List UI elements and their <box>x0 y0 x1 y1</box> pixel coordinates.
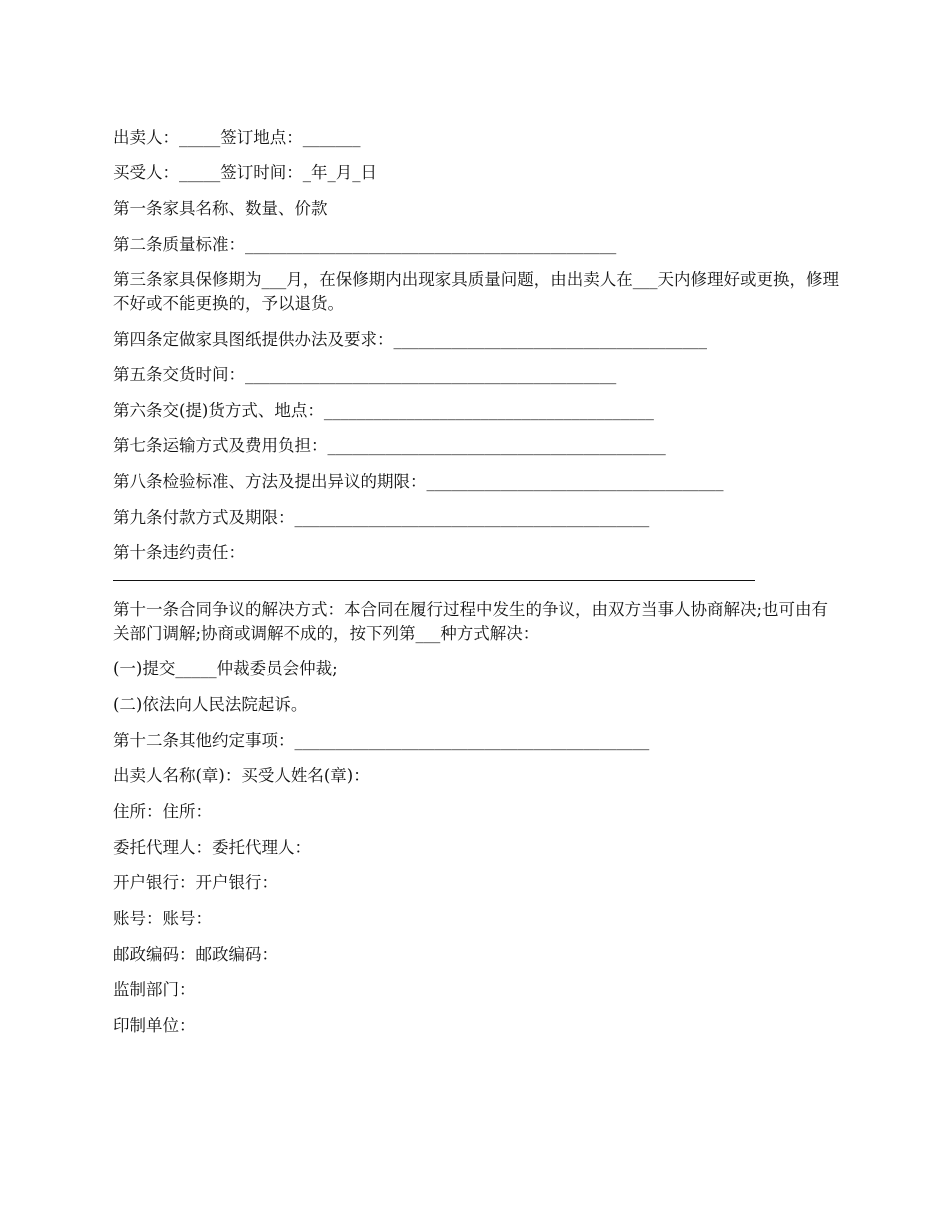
article-11-option-2: (二)依法向人民法院起诉。 <box>113 695 308 714</box>
article-10: 第十条违约责任： <box>113 543 245 562</box>
party-accounts: 账号：账号： <box>113 909 212 928</box>
seller-signing-place: 出卖人：_____签订地点：_______ <box>113 128 361 147</box>
article-6: 第六条交(提)货方式、地点：________________________________________ <box>113 401 654 420</box>
article-10-blank-rule <box>113 580 755 581</box>
article-7: 第七条运输方式及费用负担：_________________________________________ <box>113 436 666 455</box>
article-9: 第九条付款方式及期限：___________________________________________ <box>113 508 650 527</box>
article-8: 第八条检验标准、方法及提出异议的期限：____________________________________ <box>113 472 724 491</box>
article-12: 第十二条其他约定事项：___________________________________________ <box>113 731 650 750</box>
printing-unit: 印制单位： <box>113 1016 196 1035</box>
buyer-signing-time: 买受人：_____签订时间：_年_月_日 <box>113 163 377 182</box>
article-11: 第十一条合同争议的解决方式：本合同在履行过程中发生的争议，由双方当事人协商解决;也可由有关部门调解;协商或调解不成的，按下列第___种方式解决： <box>113 600 829 643</box>
party-agents: 委托代理人：委托代理人： <box>113 838 311 857</box>
party-names-seal: 出卖人名称(章)：买受人姓名(章)： <box>113 766 370 785</box>
article-2: 第二条质量标准：_____________________________________________ <box>113 235 617 254</box>
supervising-department: 监制部门： <box>113 980 196 999</box>
party-addresses: 住所：住所： <box>113 802 212 821</box>
party-banks: 开户银行：开户银行： <box>113 873 278 892</box>
article-11-option-1: (一)提交_____仲裁委员会仲裁; <box>113 659 338 678</box>
article-1: 第一条家具名称、数量、价款 <box>113 199 328 218</box>
article-3: 第三条家具保修期为___月，在保修期内出现家具质量问题，由出卖人在___天内修理好或更换，修理不好或不能更换的，予以退货。 <box>113 270 839 313</box>
party-postcodes: 邮政编码：邮政编码： <box>113 945 278 964</box>
article-4: 第四条定做家具图纸提供办法及要求：______________________________________ <box>113 330 707 349</box>
article-5: 第五条交货时间：_____________________________________________ <box>113 365 617 384</box>
